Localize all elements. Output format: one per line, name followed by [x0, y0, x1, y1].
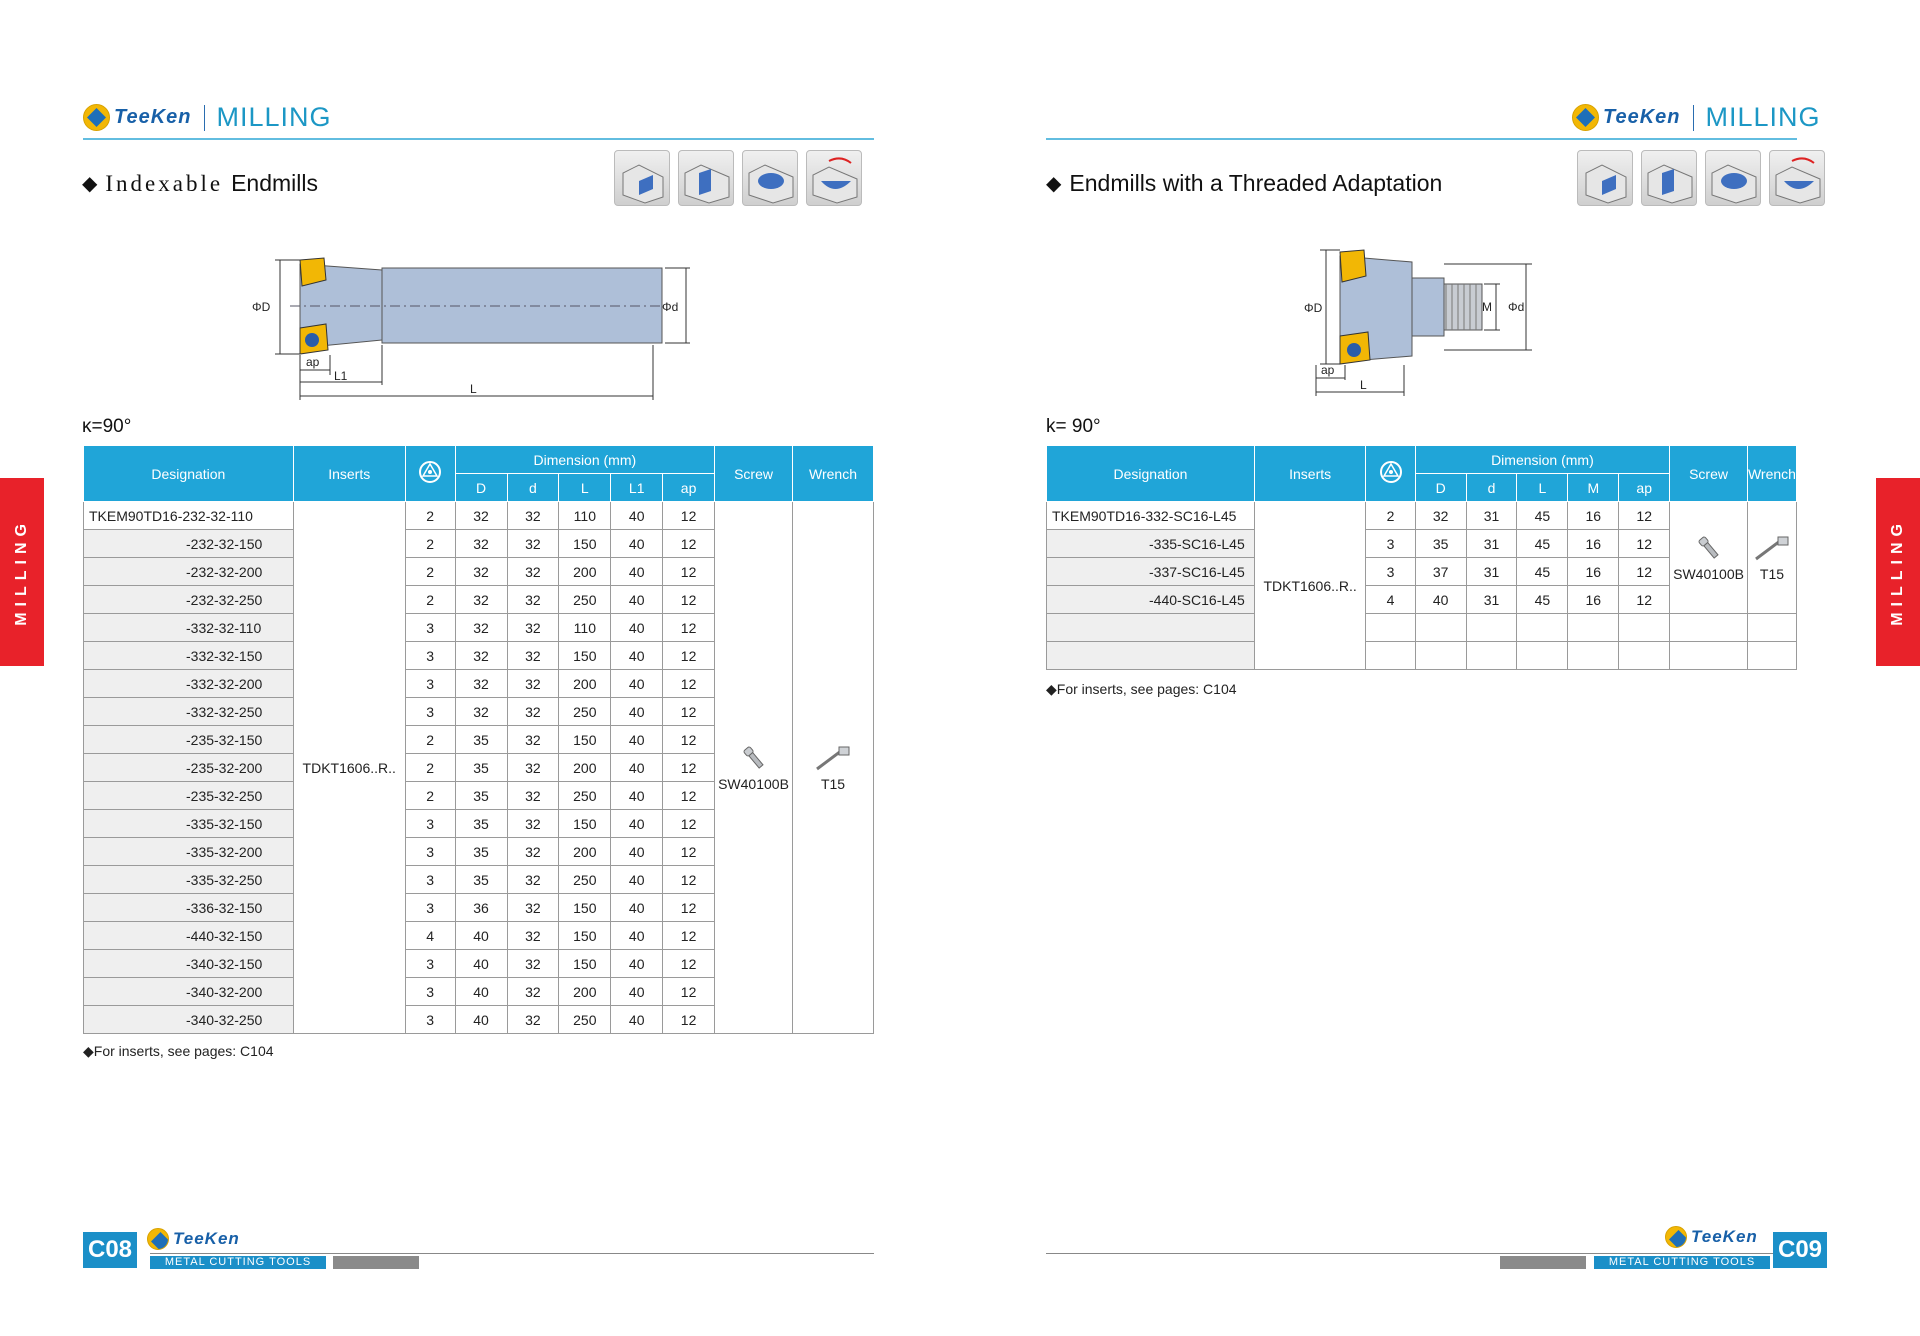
teeth-cell	[1366, 642, 1415, 670]
dimension-cell: 200	[559, 670, 611, 698]
dimension-cell: 40	[611, 586, 663, 614]
screw-label: SW40100B	[1673, 566, 1744, 582]
wrench-cell	[1747, 614, 1796, 642]
header-inserts: Inserts	[1254, 446, 1365, 502]
left-spec-table	[83, 445, 874, 1034]
section-title-part-a: Indexable	[105, 170, 224, 196]
dimension-cell: 35	[455, 838, 507, 866]
teeth-cell: 2	[405, 726, 455, 754]
page-header	[1572, 102, 1821, 133]
dim-label-M: M	[1482, 300, 1492, 314]
designation-cell: -235-32-250	[84, 782, 294, 810]
header-dim-col: L1	[611, 474, 663, 502]
dimension-cell: 16	[1568, 586, 1619, 614]
slot-milling-icon	[678, 150, 734, 206]
dimension-cell	[1415, 642, 1466, 670]
dimension-cell	[1466, 614, 1517, 642]
section-title	[1046, 170, 1442, 197]
dimension-cell: 45	[1517, 530, 1568, 558]
header-dim-col: d	[507, 474, 559, 502]
side-tab-label: MILLING	[13, 518, 30, 626]
wrench-icon	[813, 743, 853, 773]
header-rule	[1046, 138, 1797, 140]
dimension-cell: 150	[559, 894, 611, 922]
dimension-cell: 40	[455, 922, 507, 950]
screw-cell	[1670, 502, 1748, 614]
wrench-cell	[1747, 642, 1796, 670]
dimension-cell: 150	[559, 810, 611, 838]
teeth-cell: 3	[405, 614, 455, 642]
teeth-cell: 2	[405, 754, 455, 782]
screw-icon	[1694, 533, 1724, 563]
teeth-cell: 3	[405, 642, 455, 670]
dim-label-L: L	[1360, 378, 1367, 392]
dimension-cell: 40	[611, 1006, 663, 1034]
dimension-cell: 35	[455, 726, 507, 754]
teeth-count-icon	[1377, 458, 1405, 486]
dimension-cell: 40	[611, 726, 663, 754]
brand-logo-text: TeeKen	[1603, 106, 1681, 128]
dimension-cell: 40	[611, 782, 663, 810]
screw-cell	[715, 502, 793, 1034]
dimension-cell: 32	[507, 670, 559, 698]
dimension-cell: 31	[1466, 530, 1517, 558]
dimension-cell: 32	[455, 586, 507, 614]
dimension-cell: 200	[559, 978, 611, 1006]
dimension-cell: 250	[559, 1006, 611, 1034]
dimension-cell: 32	[507, 726, 559, 754]
teeth-cell: 3	[405, 950, 455, 978]
footer-logo	[1665, 1226, 1758, 1248]
endmill-drawing	[240, 250, 690, 410]
inserts-cell: TDKT1606..R..	[1254, 502, 1365, 670]
brand-logo-text: TeeKen	[114, 106, 192, 128]
dimension-cell: 31	[1466, 586, 1517, 614]
designation-cell: -332-32-150	[84, 642, 294, 670]
dimension-cell: 32	[507, 950, 559, 978]
pocket-milling-icon	[742, 150, 798, 206]
teeth-cell: 3	[405, 810, 455, 838]
header-wrench: Wrench	[1747, 446, 1796, 502]
dim-label-D: ΦD	[252, 300, 271, 314]
brand-logo	[83, 104, 192, 131]
designation-cell: -340-32-150	[84, 950, 294, 978]
shoulder-milling-icon	[614, 150, 670, 206]
slot-milling-icon	[1641, 150, 1697, 206]
footer-logo-text: TeeKen	[173, 1229, 240, 1248]
dimension-cell	[1619, 614, 1670, 642]
dimension-cell: 40	[611, 894, 663, 922]
designation-cell: -235-32-200	[84, 754, 294, 782]
dimension-cell: 110	[559, 502, 611, 530]
dim-label-ap: ap	[1321, 363, 1335, 377]
diamond-bullet-icon: ◆	[82, 173, 98, 195]
dimension-cell: 32	[507, 810, 559, 838]
empty-table-row	[1047, 614, 1797, 642]
dimension-cell: 36	[455, 894, 507, 922]
dimension-cell: 40	[611, 530, 663, 558]
dimension-cell: 32	[507, 1006, 559, 1034]
dimension-cell: 32	[507, 530, 559, 558]
header-dim-col: ap	[1619, 474, 1670, 502]
dimension-cell: 32	[507, 586, 559, 614]
dimension-cell: 40	[611, 922, 663, 950]
dimension-cell: 12	[663, 698, 715, 726]
dimension-cell: 200	[559, 558, 611, 586]
designation-cell	[1047, 642, 1255, 670]
dim-label-D: ΦD	[1304, 301, 1323, 315]
teeth-cell: 3	[405, 698, 455, 726]
inserts-note: ◆For inserts, see pages: C104	[1046, 681, 1237, 697]
inserts-note: ◆For inserts, see pages: C104	[83, 1043, 274, 1059]
dimension-cell: 35	[455, 782, 507, 810]
dimension-cell: 16	[1568, 502, 1619, 530]
dimension-cell: 32	[507, 754, 559, 782]
category-title: MILLING	[1705, 102, 1821, 132]
dimension-cell: 32	[1415, 502, 1466, 530]
side-tab-label: MILLING	[1889, 518, 1906, 626]
dimension-cell: 12	[663, 894, 715, 922]
dimension-cell: 12	[663, 670, 715, 698]
header-screw: Screw	[715, 446, 793, 502]
footer-logo-icon	[1665, 1226, 1687, 1248]
dimension-cell: 40	[611, 642, 663, 670]
dimension-cell: 12	[663, 530, 715, 558]
teeth-cell: 3	[405, 670, 455, 698]
dimension-cell: 32	[455, 670, 507, 698]
dimension-cell: 12	[663, 950, 715, 978]
dimension-cell: 32	[455, 558, 507, 586]
teeth-cell	[1366, 614, 1415, 642]
footer-tagline: METAL CUTTING TOOLS	[150, 1256, 326, 1269]
dimension-cell: 40	[455, 1006, 507, 1034]
dimension-cell: 12	[663, 754, 715, 782]
table-row	[84, 502, 874, 530]
dimension-cell: 32	[455, 502, 507, 530]
header-designation: Designation	[1047, 446, 1255, 502]
page-header	[83, 102, 332, 133]
teeth-cell: 2	[1366, 502, 1415, 530]
dimension-cell: 12	[1619, 530, 1670, 558]
dimension-cell: 12	[1619, 558, 1670, 586]
dimension-cell: 40	[611, 754, 663, 782]
designation-cell: -340-32-250	[84, 1006, 294, 1034]
dimension-cell: 40	[611, 670, 663, 698]
designation-cell: -440-SC16-L45	[1047, 586, 1255, 614]
footer-bar	[333, 1256, 419, 1269]
dimension-cell: 12	[663, 726, 715, 754]
dimension-cell: 40	[611, 950, 663, 978]
dimension-cell: 35	[455, 810, 507, 838]
header-dim-col: D	[455, 474, 507, 502]
dimension-cell: 40	[611, 978, 663, 1006]
screw-cell	[1670, 614, 1748, 642]
category-title: MILLING	[216, 102, 332, 132]
dimension-cell: 150	[559, 726, 611, 754]
dimension-cell: 40	[455, 950, 507, 978]
threaded-endmill-drawing	[1300, 244, 1540, 404]
dimension-cell: 16	[1568, 558, 1619, 586]
dimension-cell: 40	[611, 838, 663, 866]
dimension-cell: 12	[663, 810, 715, 838]
dimension-cell: 35	[1415, 530, 1466, 558]
dim-label-d: Φd	[1508, 300, 1525, 314]
dimension-cell: 35	[455, 866, 507, 894]
dimension-cell: 32	[455, 642, 507, 670]
dimension-cell: 12	[663, 866, 715, 894]
teeth-cell: 2	[405, 530, 455, 558]
dimension-cell: 12	[663, 1006, 715, 1034]
designation-cell: -232-32-150	[84, 530, 294, 558]
dimension-cell: 12	[663, 642, 715, 670]
dimension-cell: 40	[611, 866, 663, 894]
ramping-milling-icon	[806, 150, 862, 206]
screw-cell	[1670, 642, 1748, 670]
dimension-cell: 32	[507, 642, 559, 670]
dimension-cell: 35	[455, 754, 507, 782]
dimension-cell: 37	[1415, 558, 1466, 586]
inserts-cell: TDKT1606..R..	[293, 502, 405, 1034]
dimension-cell: 40	[611, 614, 663, 642]
teeth-cell: 3	[1366, 558, 1415, 586]
designation-cell: -332-32-200	[84, 670, 294, 698]
teeth-cell: 2	[405, 558, 455, 586]
header-divider	[204, 105, 205, 131]
section-title	[82, 170, 318, 197]
dimension-cell: 150	[559, 642, 611, 670]
header-dim-col: d	[1466, 474, 1517, 502]
dimension-cell: 12	[663, 502, 715, 530]
designation-cell: TKEM90TD16-332-SC16-L45	[1047, 502, 1255, 530]
wrench-cell	[1747, 502, 1796, 614]
dimension-cell: 12	[663, 922, 715, 950]
dimension-cell: 12	[663, 558, 715, 586]
wrench-label: T15	[1759, 566, 1785, 582]
dimension-cell: 110	[559, 614, 611, 642]
wrench-icon	[1752, 533, 1792, 563]
page-number: C09	[1773, 1232, 1827, 1268]
section-title-text: Endmills with a Threaded Adaptation	[1069, 170, 1443, 196]
footer-tagline: METAL CUTTING TOOLS	[1594, 1256, 1770, 1269]
footer-logo	[147, 1228, 240, 1250]
designation-cell: -336-32-150	[84, 894, 294, 922]
dimension-cell: 150	[559, 950, 611, 978]
dimension-cell: 32	[507, 894, 559, 922]
dimension-cell: 12	[663, 838, 715, 866]
header-rule	[83, 138, 874, 140]
dimension-cell: 45	[1517, 558, 1568, 586]
dimension-cell: 200	[559, 754, 611, 782]
right-spec-table	[1046, 445, 1797, 670]
dimension-cell: 16	[1568, 530, 1619, 558]
designation-cell: -332-32-110	[84, 614, 294, 642]
brand-logo	[1572, 104, 1681, 131]
teeth-cell: 4	[405, 922, 455, 950]
designation-cell: -337-SC16-L45	[1047, 558, 1255, 586]
designation-cell: -232-32-200	[84, 558, 294, 586]
header-dimension: Dimension (mm)	[1415, 446, 1669, 474]
dimension-cell: 32	[507, 866, 559, 894]
header-screw: Screw	[1670, 446, 1748, 502]
dimension-cell	[1517, 614, 1568, 642]
screw-icon	[739, 743, 769, 773]
dimension-cell: 40	[611, 502, 663, 530]
designation-cell: -335-32-150	[84, 810, 294, 838]
kappa-angle: k= 90°	[1046, 416, 1101, 437]
designation-cell: -235-32-150	[84, 726, 294, 754]
dimension-cell: 32	[507, 838, 559, 866]
teeth-cell: 3	[405, 894, 455, 922]
dimension-cell: 32	[507, 614, 559, 642]
header-dim-col: ap	[663, 474, 715, 502]
teeth-cell: 4	[1366, 586, 1415, 614]
dimension-cell: 12	[663, 978, 715, 1006]
header-dim-col: L	[1517, 474, 1568, 502]
table-row	[1047, 502, 1797, 530]
footer-rule	[1046, 1253, 1773, 1254]
designation-cell: -335-SC16-L45	[1047, 530, 1255, 558]
teeth-count-icon	[416, 458, 444, 486]
dimension-cell: 250	[559, 586, 611, 614]
teeth-cell: 3	[405, 978, 455, 1006]
empty-table-row	[1047, 642, 1797, 670]
designation-cell: -232-32-250	[84, 586, 294, 614]
dimension-cell: 32	[455, 698, 507, 726]
brand-logo-icon	[1572, 104, 1599, 131]
dimension-cell: 32	[507, 922, 559, 950]
application-icons	[1577, 150, 1825, 206]
dimension-cell: 32	[455, 614, 507, 642]
dim-label-ap: ap	[306, 355, 320, 369]
header-dim-col: M	[1568, 474, 1619, 502]
teeth-cell: 2	[405, 782, 455, 810]
dimension-cell: 32	[507, 502, 559, 530]
screw-label: SW40100B	[718, 776, 789, 792]
dimension-cell	[1619, 642, 1670, 670]
ramping-milling-icon	[1769, 150, 1825, 206]
dimension-cell: 45	[1517, 586, 1568, 614]
dimension-cell: 12	[663, 614, 715, 642]
teeth-cell: 3	[405, 866, 455, 894]
pocket-milling-icon	[1705, 150, 1761, 206]
header-divider	[1693, 105, 1694, 131]
footer-rule	[150, 1253, 874, 1254]
dimension-cell: 45	[1517, 502, 1568, 530]
footer-logo-icon	[147, 1228, 169, 1250]
right-page	[960, 0, 1920, 1336]
dimension-cell	[1517, 642, 1568, 670]
header-dim-col: D	[1415, 474, 1466, 502]
designation-cell: -340-32-200	[84, 978, 294, 1006]
diamond-bullet-icon: ◆	[1046, 173, 1062, 195]
designation-cell: -335-32-250	[84, 866, 294, 894]
dimension-cell: 40	[455, 978, 507, 1006]
designation-cell: -440-32-150	[84, 922, 294, 950]
teeth-cell: 2	[405, 502, 455, 530]
dimension-cell: 250	[559, 866, 611, 894]
section-title-part-b: Endmills	[231, 170, 318, 196]
dimension-cell: 200	[559, 838, 611, 866]
page-number: C08	[83, 1232, 137, 1268]
dimension-cell	[1568, 614, 1619, 642]
dimension-cell	[1466, 642, 1517, 670]
application-icons	[614, 150, 862, 206]
teeth-cell: 2	[405, 586, 455, 614]
dimension-cell: 40	[611, 698, 663, 726]
dimension-cell	[1568, 642, 1619, 670]
header-dim-col: L	[559, 474, 611, 502]
kappa-angle: κ=90°	[82, 416, 132, 437]
side-tab-milling	[1876, 478, 1920, 666]
dimension-cell: 32	[507, 782, 559, 810]
header-teeth	[1366, 446, 1415, 502]
dimension-cell: 150	[559, 530, 611, 558]
side-tab-milling	[0, 478, 44, 666]
header-teeth	[405, 446, 455, 502]
dimension-cell: 250	[559, 782, 611, 810]
header-wrench: Wrench	[793, 446, 874, 502]
dim-label-d: Φd	[662, 300, 679, 314]
brand-logo-icon	[83, 104, 110, 131]
wrench-label: T15	[820, 776, 846, 792]
dimension-cell: 12	[663, 586, 715, 614]
designation-cell: -335-32-200	[84, 838, 294, 866]
dim-label-L1: L1	[334, 369, 348, 383]
header-inserts: Inserts	[293, 446, 405, 502]
dimension-cell: 32	[507, 698, 559, 726]
dimension-cell: 32	[507, 558, 559, 586]
dimension-cell: 12	[1619, 502, 1670, 530]
header-dimension: Dimension (mm)	[455, 446, 714, 474]
shoulder-milling-icon	[1577, 150, 1633, 206]
dimension-cell: 250	[559, 698, 611, 726]
footer-logo-text: TeeKen	[1691, 1227, 1758, 1246]
dimension-cell	[1415, 614, 1466, 642]
dimension-cell: 31	[1466, 558, 1517, 586]
footer-bar	[1500, 1256, 1586, 1269]
dimension-cell: 150	[559, 922, 611, 950]
header-designation: Designation	[84, 446, 294, 502]
dimension-cell: 40	[1415, 586, 1466, 614]
dimension-cell: 12	[663, 782, 715, 810]
wrench-cell	[793, 502, 874, 1034]
dimension-cell: 32	[455, 530, 507, 558]
dimension-cell: 32	[507, 978, 559, 1006]
dimension-cell: 12	[1619, 586, 1670, 614]
dimension-cell: 40	[611, 810, 663, 838]
teeth-cell: 3	[405, 838, 455, 866]
designation-cell: TKEM90TD16-232-32-110	[84, 502, 294, 530]
teeth-cell: 3	[1366, 530, 1415, 558]
dimension-cell: 40	[611, 558, 663, 586]
dim-label-L: L	[470, 382, 477, 396]
designation-cell: -332-32-250	[84, 698, 294, 726]
teeth-cell: 3	[405, 1006, 455, 1034]
dimension-cell: 31	[1466, 502, 1517, 530]
designation-cell	[1047, 614, 1255, 642]
